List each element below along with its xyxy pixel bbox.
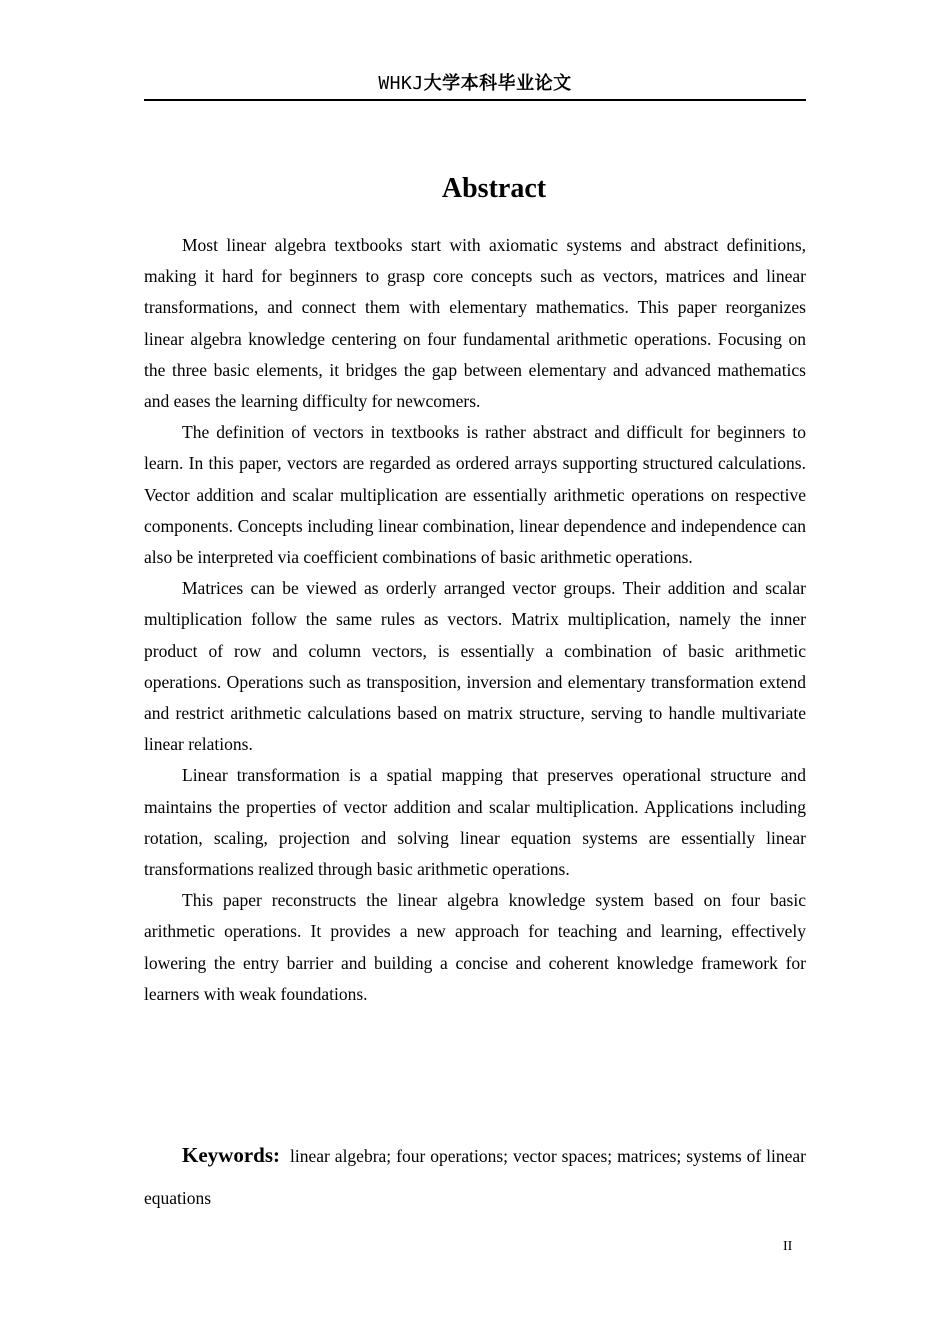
header-title	[378, 68, 571, 99]
keywords-label: Keywords:	[182, 1143, 280, 1167]
abstract-paragraph: Linear transformation is a spatial mapping that preserves operational structure and maintains the properties of vector addition and scalar multiplication. Applications including rotation, scaling, projection and solving linear equation systems are essentially linear transformations realized through basic arithmetic operations.	[144, 765, 806, 880]
keywords-text: linear algebra; four operations; vector spaces; matrices; systems of linear equations	[144, 1146, 806, 1208]
header-thesis-label: 大学本科毕业论文	[423, 73, 572, 94]
abstract-paragraph: Most linear algebra textbooks start with axiomatic systems and abstract definitions, making it hard for beginners to grasp core concepts such as vectors, matrices and linear transformations, and connect them with elementary mathematics. This paper reorganizes linear algebra knowledge centering on four fundamental arithmetic operations. Focusing on the three basic elements, it bridges the gap between elementary and advanced mathematics and eases the learning difficulty for newcomers.	[144, 235, 806, 412]
header-school: WHKJ	[378, 73, 424, 94]
abstract-paragraph: Matrices can be viewed as orderly arranged vector groups. Their addition and scalar multiplication follow the same rules as vectors. Matrix multiplication, namely the inner product of row and column vectors, is essentially a combination of basic arithmetic operations. Operations such as transposition, inversion and elementary transformation extend and restrict arithmetic calculations based on matrix structure, serving to handle multivariate linear relations.	[144, 578, 806, 755]
abstract-body	[144, 230, 806, 1010]
abstract-paragraph: The definition of vectors in textbooks is rather abstract and difficult for beginners to learn. In this paper, vectors are regarded as ordered arrays supporting structured calculations. Vector addition and scalar multiplication are essentially arithmetic operations on respective components. Concepts including linear combination, linear dependence and independence can also be interpreted via coefficient combinations of basic arithmetic operations.	[144, 422, 806, 568]
abstract-paragraph: This paper reconstructs the linear algebra knowledge system based on four basic arithmetic operations. It provides a new approach for teaching and learning, effectively lowering the entry barrier and building a concise and coherent knowledge framework for learners with weak foundations.	[144, 890, 806, 1004]
keywords-section	[144, 1134, 806, 1219]
page-number: II	[783, 1239, 793, 1254]
page-header	[144, 68, 806, 101]
abstract-title: Abstract	[441, 173, 547, 204]
